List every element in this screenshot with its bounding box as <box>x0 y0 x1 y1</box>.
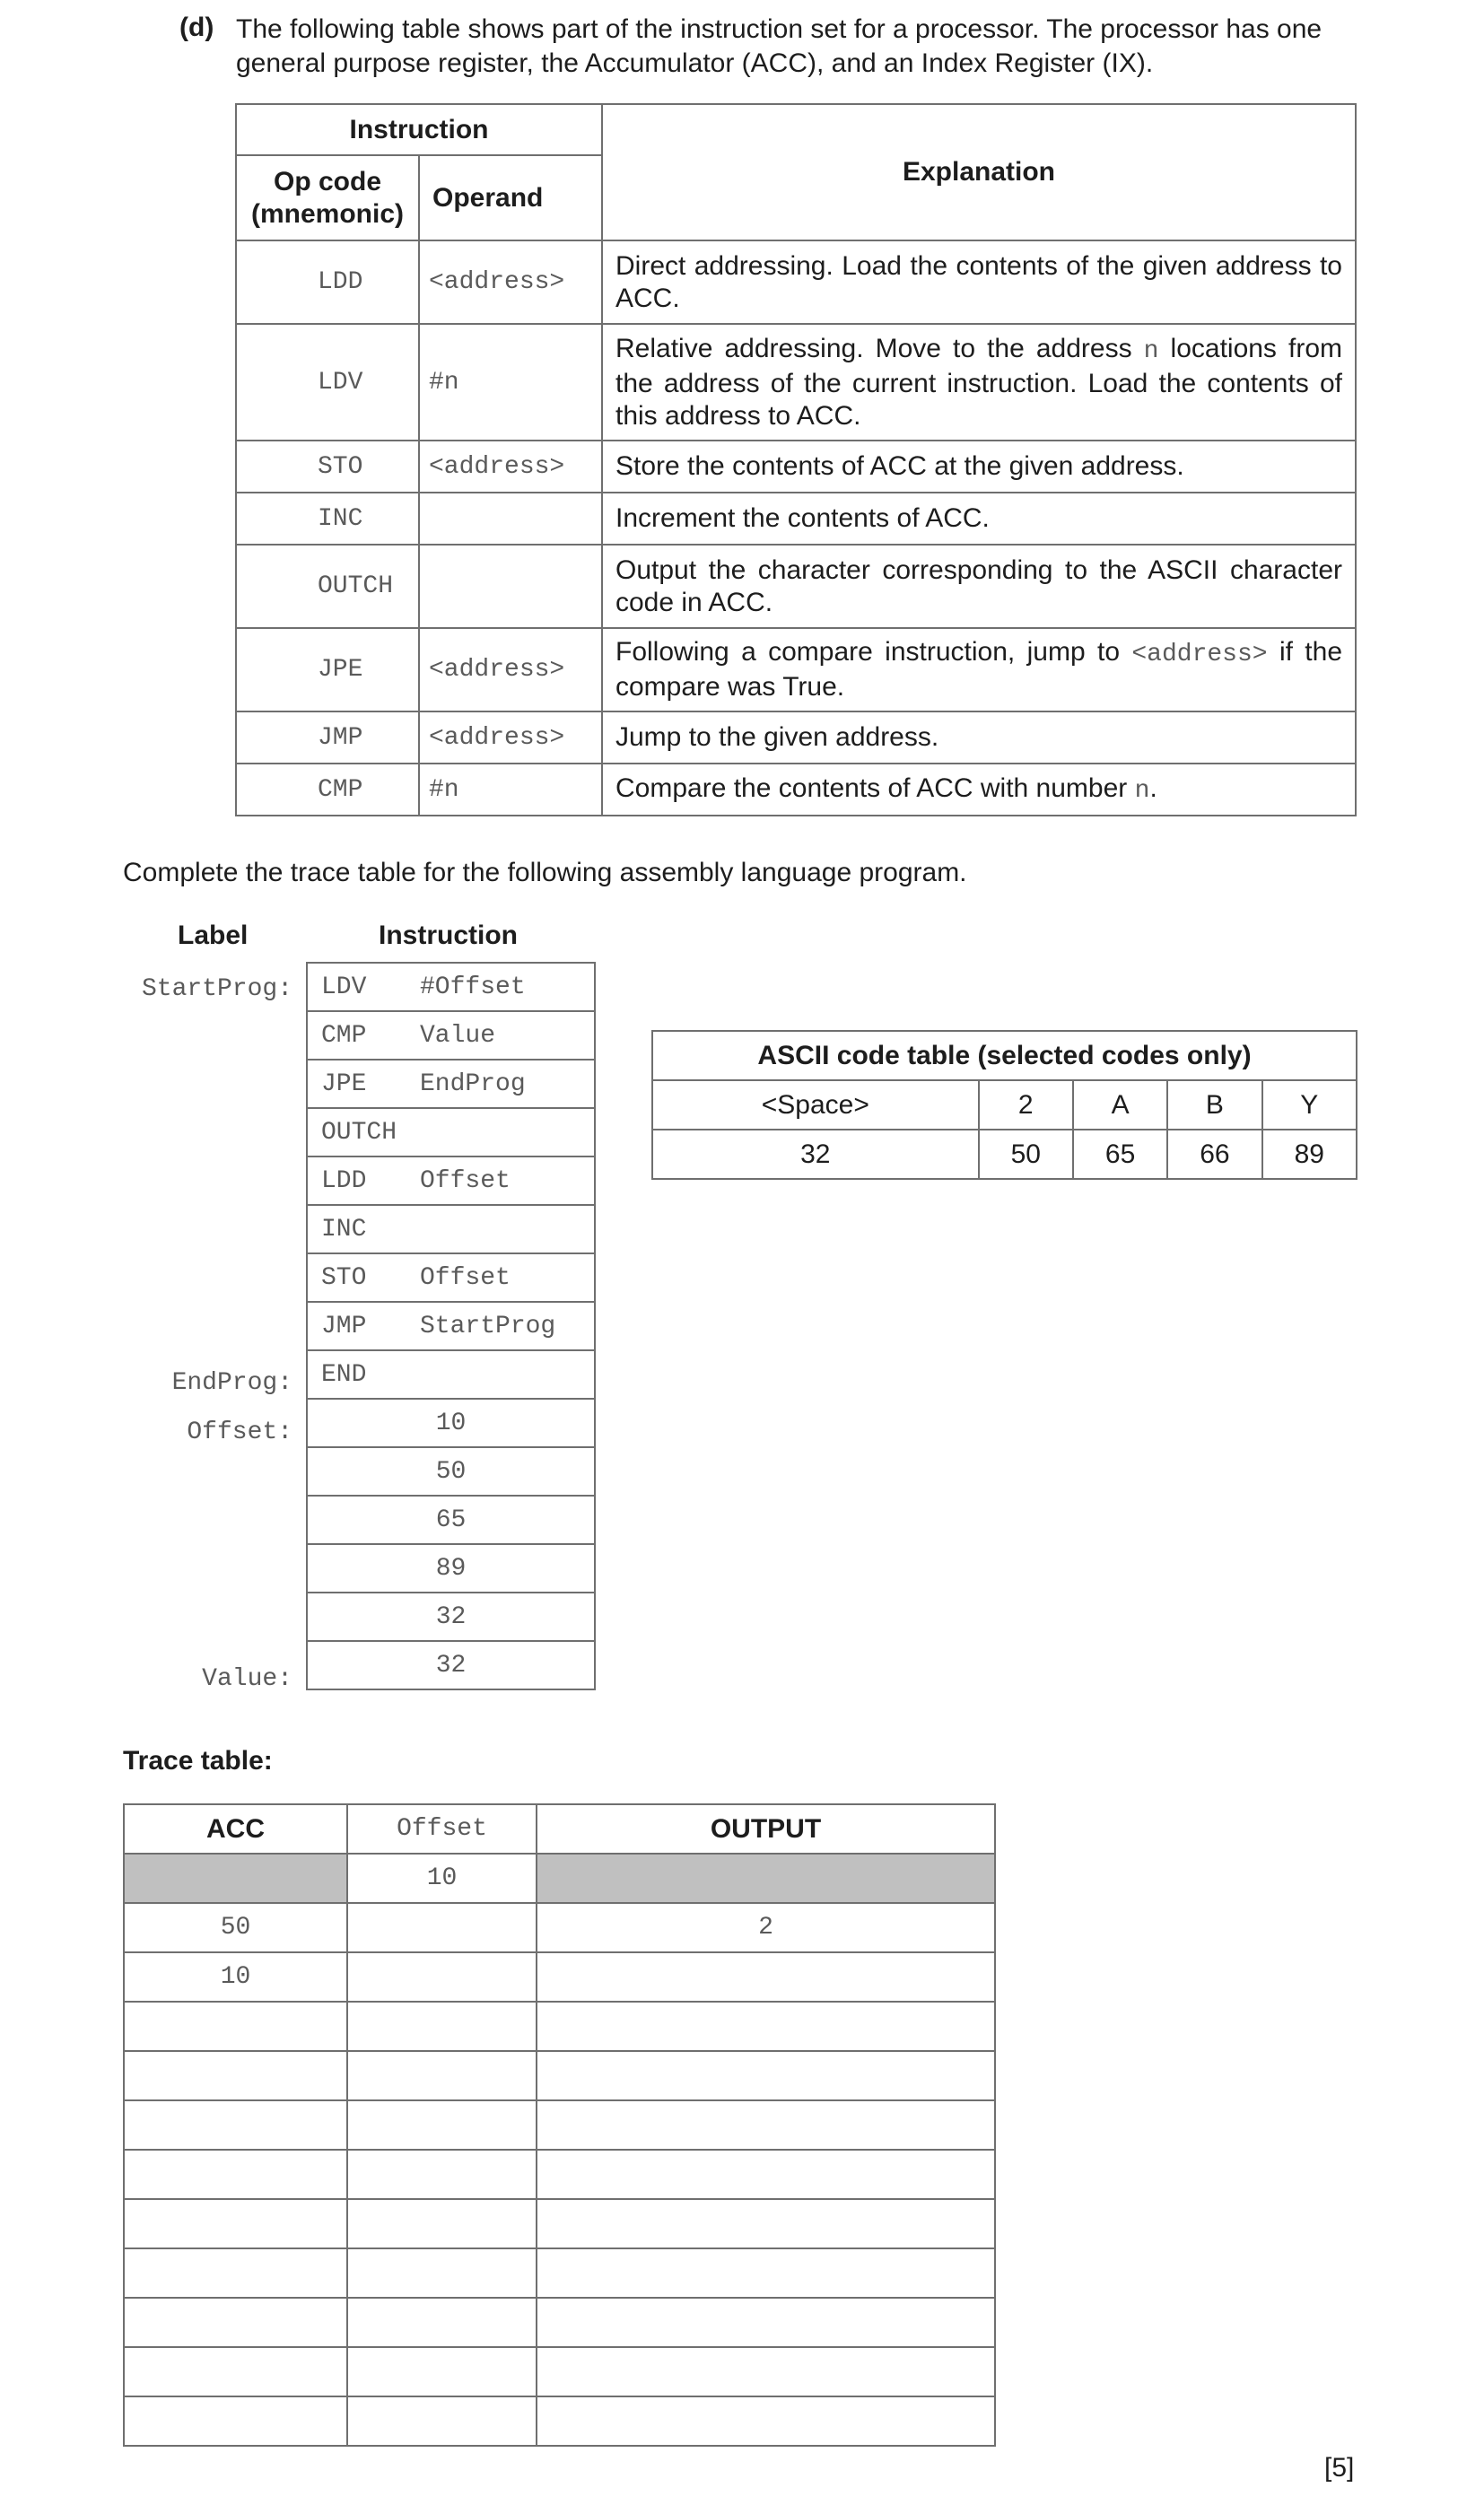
trace-row <box>124 2248 995 2298</box>
program-opcode: LDD <box>321 1166 367 1195</box>
operand-cell: <address> <box>419 240 602 324</box>
program-opcode: END <box>321 1360 367 1389</box>
program-line <box>307 1108 595 1156</box>
label-endprog: EndProg: <box>171 1369 292 1397</box>
trace-offset-cell[interactable] <box>347 2347 537 2396</box>
trace-acc-cell[interactable] <box>124 2298 347 2347</box>
trace-output-cell <box>537 1854 995 1903</box>
operand-cell: #n <box>419 764 602 816</box>
explanation-text: Following a compare instruction, jump to <box>615 637 1132 667</box>
offset-header: Offset <box>347 1804 537 1854</box>
trace-offset-cell[interactable] <box>347 1952 537 2002</box>
trace-acc-cell: 50 <box>124 1903 347 1952</box>
opcode-cell: OUTCH <box>236 545 419 628</box>
explanation-cell <box>602 324 1356 441</box>
trace-output-cell[interactable] <box>537 2199 995 2248</box>
instruction-set-table <box>235 103 1357 816</box>
program-operand: Offset <box>420 1166 511 1195</box>
program-operand: Value <box>420 1021 496 1050</box>
ascii-code: 50 <box>979 1130 1073 1179</box>
question-text: The following table shows part of the instruction set for a processor. The processor has one general purpose register, the Accumulator (ACC), and an Index Register (IX). <box>236 14 1323 78</box>
program-opcode: STO <box>321 1263 367 1292</box>
program-line <box>307 1253 595 1302</box>
explanation-cell <box>602 764 1356 816</box>
data-value: 50 <box>307 1447 595 1496</box>
instruction-row <box>236 441 1356 493</box>
program-opcode: INC <box>321 1215 367 1244</box>
label-header: Label <box>178 921 249 950</box>
trace-acc-cell <box>124 1854 347 1903</box>
explanation-text: locations from the address of the current instruction. Load the contents of this address to ACC. <box>615 333 1342 431</box>
question-letter: (d) <box>179 13 214 42</box>
program-operand: #Offset <box>420 973 526 1001</box>
ascii-char: A <box>1073 1080 1167 1130</box>
explanation-cell: Store the contents of ACC at the given address. <box>602 441 1356 493</box>
trace-offset-cell[interactable] <box>347 2248 537 2298</box>
program-line <box>307 1011 595 1060</box>
trace-acc-cell[interactable] <box>124 2051 347 2100</box>
trace-row <box>124 1854 995 1903</box>
trace-acc-cell[interactable] <box>124 2002 347 2051</box>
output-header: OUTPUT <box>537 1804 995 1854</box>
trace-output-cell[interactable] <box>537 2150 995 2199</box>
label-value: Value: <box>202 1665 292 1693</box>
trace-row <box>124 2150 995 2199</box>
instruction-row <box>236 764 1356 816</box>
opcode-header: Op code (mnemonic) <box>236 155 419 240</box>
explanation-text: Compare the contents of ACC with number <box>615 772 1135 803</box>
instruction-row <box>236 711 1356 764</box>
trace-row <box>124 1903 995 1952</box>
instruction-row <box>236 240 1356 324</box>
program-line <box>307 1156 595 1205</box>
trace-row <box>124 2051 995 2100</box>
program-data <box>307 1399 595 1447</box>
trace-offset-cell[interactable] <box>347 2002 537 2051</box>
trace-offset-cell[interactable] <box>347 2199 537 2248</box>
ascii-char: 2 <box>979 1080 1073 1130</box>
data-value: 65 <box>307 1496 595 1544</box>
explanation-text: if the compare was True. <box>615 637 1343 702</box>
explanation-text: . <box>1149 772 1157 803</box>
ascii-code: 89 <box>1262 1130 1357 1179</box>
ascii-table-title: ASCII code table (selected codes only) <box>652 1031 1357 1080</box>
trace-acc-cell: 10 <box>124 1952 347 2002</box>
trace-table <box>123 1803 996 2447</box>
program-opcode: JPE <box>321 1069 367 1098</box>
data-value: 89 <box>307 1544 595 1593</box>
ascii-code-table <box>651 1030 1357 1180</box>
instruction-header: Instruction <box>236 104 602 155</box>
inline-code: n <box>1143 336 1159 365</box>
ascii-code-row <box>652 1130 1357 1179</box>
marks-label: [5] <box>1324 2453 1355 2483</box>
program-line <box>307 1302 595 1350</box>
inline-code: <address> <box>1131 641 1268 668</box>
trace-output-cell[interactable] <box>537 2051 995 2100</box>
trace-offset-cell[interactable] <box>347 1903 537 1952</box>
ascii-code: 65 <box>1073 1130 1167 1179</box>
trace-acc-cell[interactable] <box>124 2150 347 2199</box>
trace-offset-cell[interactable] <box>347 2051 537 2100</box>
trace-output-cell: 2 <box>537 1903 995 1952</box>
operand-cell: <address> <box>419 441 602 493</box>
program-operand: Offset <box>420 1263 511 1292</box>
trace-acc-cell[interactable] <box>124 2396 347 2446</box>
trace-offset-cell[interactable] <box>347 2396 537 2446</box>
instruction-row <box>236 324 1356 441</box>
ascii-char: Y <box>1262 1080 1357 1130</box>
trace-offset-cell[interactable] <box>347 2150 537 2199</box>
trace-output-cell[interactable] <box>537 2347 995 2396</box>
program-opcode: LDV <box>321 973 367 1001</box>
trace-row <box>124 2347 995 2396</box>
trace-offset-cell[interactable] <box>347 2298 537 2347</box>
program-opcode: OUTCH <box>321 1118 397 1147</box>
trace-row <box>124 2199 995 2248</box>
data-value: 32 <box>307 1593 595 1641</box>
ascii-char: B <box>1167 1080 1261 1130</box>
program-data <box>307 1593 595 1641</box>
explanation-cell: Output the character corresponding to the ASCII character code in ACC. <box>602 545 1356 628</box>
program-data <box>307 1496 595 1544</box>
operand-cell <box>419 545 602 628</box>
program-table <box>306 962 596 1690</box>
acc-header: ACC <box>124 1804 347 1854</box>
program-operand: StartProg <box>420 1312 556 1340</box>
instruction-row <box>236 493 1356 545</box>
program-line <box>307 1350 595 1399</box>
opcode-cell: LDD <box>236 240 419 324</box>
label-offset: Offset: <box>187 1418 292 1446</box>
trace-table-title: Trace table: <box>123 1746 273 1776</box>
opcode-cell: LDV <box>236 324 419 441</box>
ascii-char-row <box>652 1080 1357 1130</box>
trace-output-cell[interactable] <box>537 2002 995 2051</box>
data-value: 10 <box>307 1399 595 1447</box>
trace-output-cell[interactable] <box>537 2248 995 2298</box>
opcode-cell: STO <box>236 441 419 493</box>
explanation-header: Explanation <box>602 104 1356 240</box>
opcode-cell: CMP <box>236 764 419 816</box>
instruction-prompt: Complete the trace table for the following assembly language program. <box>123 858 967 887</box>
trace-row <box>124 2002 995 2051</box>
trace-offset-cell: 10 <box>347 1854 537 1903</box>
program-line <box>307 963 595 1011</box>
opcode-cell: JMP <box>236 711 419 764</box>
instruction-row <box>236 545 1356 628</box>
program-data <box>307 1641 595 1689</box>
label-startprog: StartProg: <box>141 975 292 1003</box>
explanation-cell: Jump to the given address. <box>602 711 1356 764</box>
trace-output-cell[interactable] <box>537 2396 995 2446</box>
ascii-code: 32 <box>652 1130 979 1179</box>
operand-cell <box>419 493 602 545</box>
trace-acc-cell[interactable] <box>124 2248 347 2298</box>
instruction-header: Instruction <box>379 921 518 950</box>
trace-row <box>124 2298 995 2347</box>
opcode-cell: INC <box>236 493 419 545</box>
trace-output-cell[interactable] <box>537 1952 995 2002</box>
program-opcode: JMP <box>321 1312 367 1340</box>
program-opcode: CMP <box>321 1021 367 1050</box>
trace-row <box>124 2396 995 2446</box>
explanation-cell: Direct addressing. Load the contents of the given address to ACC. <box>602 240 1356 324</box>
data-value: 32 <box>307 1641 595 1689</box>
operand-cell: <address> <box>419 628 602 711</box>
explanation-cell: Increment the contents of ACC. <box>602 493 1356 545</box>
trace-row <box>124 2100 995 2150</box>
program-data <box>307 1544 595 1593</box>
trace-offset-cell[interactable] <box>347 2100 537 2150</box>
operand-cell: #n <box>419 324 602 441</box>
ascii-char: <Space> <box>652 1080 979 1130</box>
opcode-cell: JPE <box>236 628 419 711</box>
explanation-cell <box>602 628 1356 711</box>
inline-code: n <box>1134 776 1150 805</box>
trace-row <box>124 1952 995 2002</box>
program-data <box>307 1447 595 1496</box>
program-line <box>307 1060 595 1108</box>
trace-acc-cell[interactable] <box>124 2199 347 2248</box>
trace-acc-cell[interactable] <box>124 2100 347 2150</box>
trace-output-cell[interactable] <box>537 2100 995 2150</box>
program-line <box>307 1205 595 1253</box>
operand-header: Operand <box>419 155 602 240</box>
explanation-text: Relative addressing. Move to the address <box>615 333 1144 363</box>
program-operand: EndProg <box>420 1069 526 1098</box>
instruction-row <box>236 628 1356 711</box>
trace-output-cell[interactable] <box>537 2298 995 2347</box>
ascii-code: 66 <box>1167 1130 1261 1179</box>
trace-acc-cell[interactable] <box>124 2347 347 2396</box>
operand-cell: <address> <box>419 711 602 764</box>
